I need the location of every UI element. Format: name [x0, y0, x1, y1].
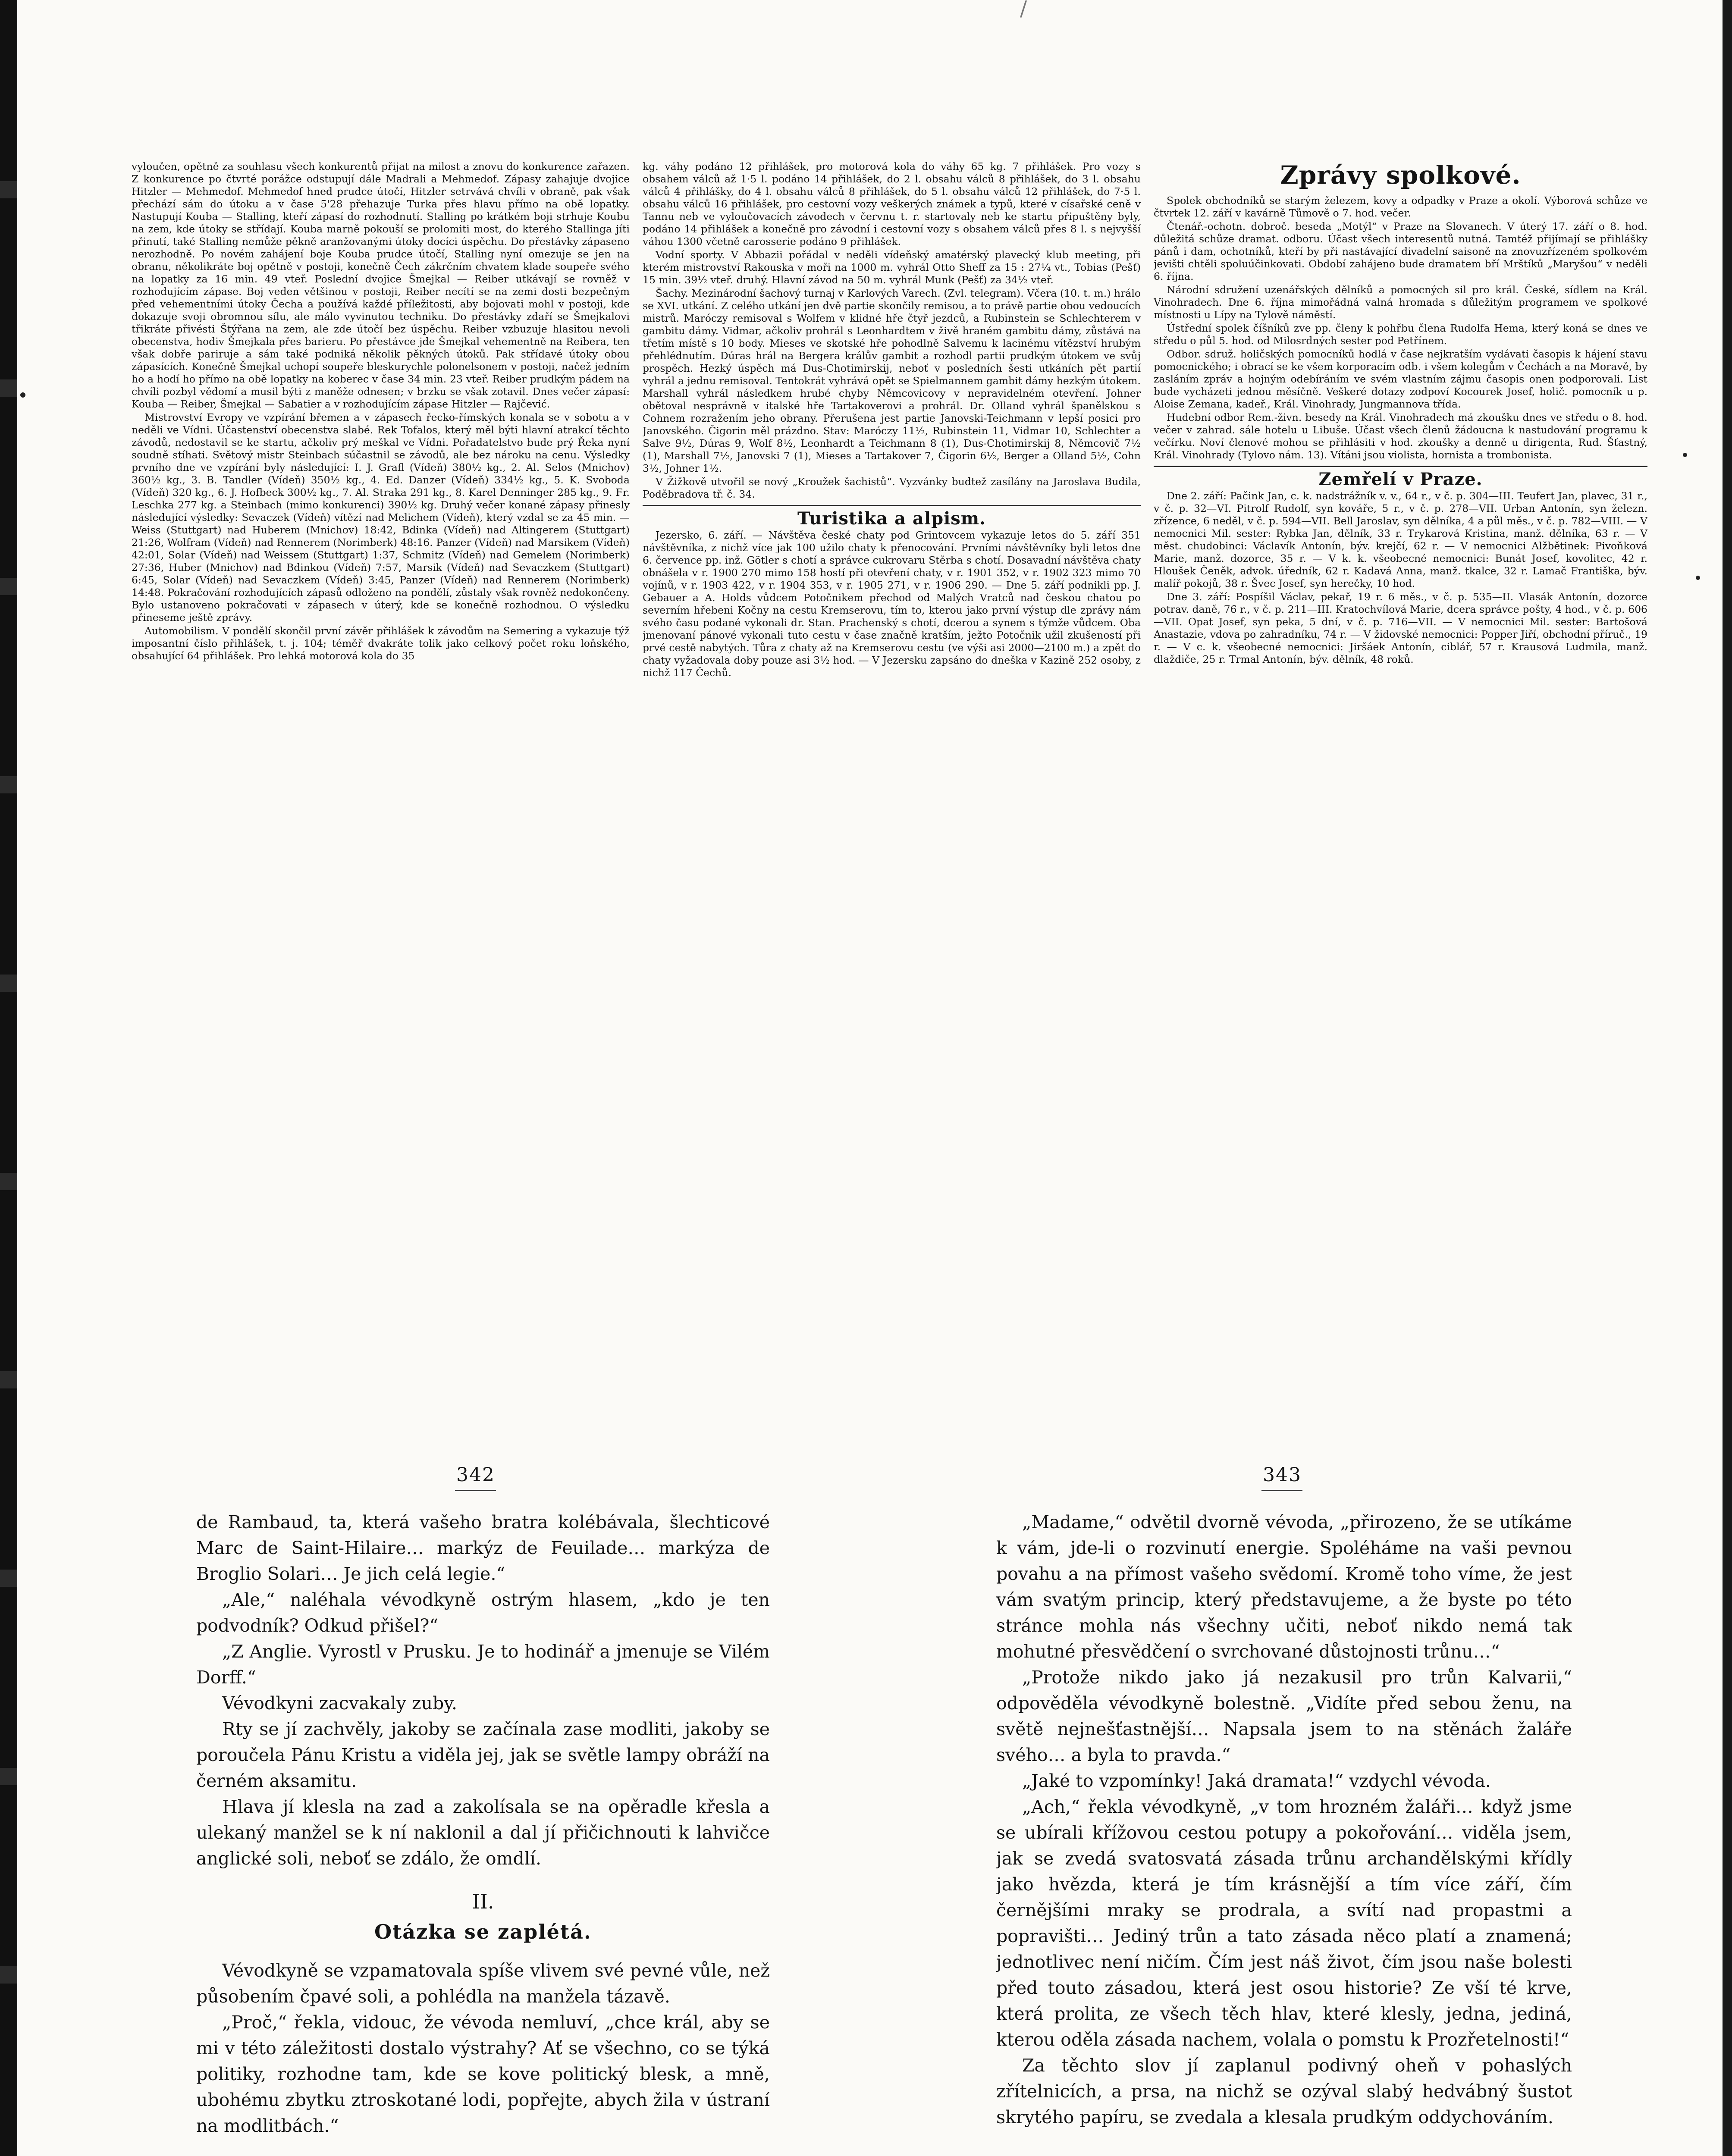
novel-paragraph: „Proč,“ řekla, vidouc, že vévoda nemluví, „chce král, aby se mi v této záležitosti dostalo výstrahy? Ať se všechno, co se týká politiky, rozhodne tam, kde se kove politický blesk, a mně, ubohému zbytku ztroskotané lodi, popřejte, abych žila v ústraní na modlitbách.“ — [196, 2012, 770, 2136]
novel-paragraph: „Z Anglie. Vyrostl v Prusku. Je to hodinář a jmenuje se Vilém Dorff.“ — [196, 1641, 770, 1688]
scan-border-left — [0, 0, 17, 2156]
page-number-underline — [1261, 1490, 1302, 1491]
news-paragraph: Automobilism. V pondělí skončil první závěr přihlášek k závodům na Semering a vykazuje týž imposantní číslo přihlášek, t. j. 104; téměř dvakráte tolik jako celkový počet roku loňského, obsahující 64 přihlášek. Pro lehká motorová kola do 35 — [132, 625, 630, 662]
scan-border-right — [1723, 0, 1732, 2156]
news-paragraph: Dne 3. září: Pospíšil Václav, pekař, 19 r. 6 měs., v č. p. 535—II. Vlasák Antonín, dozorce potrav. daně, 76 r., v č. p. 211—III. Kratochvílová Marie, dcera správce pošty, 4 hod., v č. p. 606—VII. Opat Josef, syn peka, 5 dní, v č. p. 716—VII. — V nemocnici Mil. sester: Bartošová Anastazie, vdova po zahradníku, 74 r. — V židovské nemocnici: Popper Jiří, obchodní příruč., 19 r. — V c. k. všeobecné nemocnici: Jiršáek Antonín, ciblář, 57 r. Krausová Ludmila, manž. dlaždiče, 25 r. Trmal Antonín, býv. dělník, 48 roků. — [1154, 591, 1647, 665]
news-paragraph: kg. váhy podáno 12 přihlášek, pro motorová kola do váhy 65 kg. 7 přihlášek. Pro vozy s obsahem válců až 1·5 l. podáno 14 přihlášek, do 2 l. obsahu válců 8 přihlášek, do 3 l. obsahu válců 4 přihlášky, do 4 l. obsahu válců 8 přihlášek, do 5 l. obsahu válců 12 přihlášek, do 7·5 l. obsahu válců 16 přihlášek, pro cestovní vozy veškerých známek a typů, které v císařské ceně v Tannu neb ve vyloučovacích závodech v červnu t. r. startovaly neb ke startu připuštěny byly, podáno 14 přihlášek a konečně pro závodní i cestovní vozy s obsahem válců přes 8 l. s nejvyšší váhou 1300 včetně carosserie podáno 9 přihlášek. — [643, 160, 1141, 248]
news-paragraph: Národní sdružení uzenářských dělníků a pomocných sil pro král. České, sídlem na Král. Vinohradech. Dne 6. října mimořádná valná hromada s důležitým programem ve spolkové místnosti u Lípy na Tylově náměstí. — [1154, 284, 1647, 321]
novel-paragraph: Rty se jí zachvěly, jakoby se začínala zase modliti, jakoby se poroučela Pánu Kristu a viděla jej, jak se světle lampy obráží na černém aksamitu. — [196, 1719, 770, 1791]
news-paragraph: Ústřední spolek číšníků zve pp. členy k pohřbu člena Rudolfa Hema, který koná se dnes ve středu o půl 5. hod. od Milosrdných sester pod Petřínem. — [1154, 322, 1647, 347]
novel-paragraph: „Ach,“ řekla vévodkyně, „v tom hrozném žaláři… když jsme se ubírali křížovou cestou potupy a pokořování… viděla jsem, jak se zvedá svatosvatá zásada trůnu archandělskými křídly jako hvězda, která je tím krásnější a tím více září, čím černějšími mraky se prodrala, a svítí nad propastmi a popravišti… Jediný trůn a tato zásada něco platí a znamená; jednotlivec není ničím. Čím jest náš život, čím jsou naše bolesti před touto zásadou, která jest osou historie? Ze vší té krve, která prolita, ze všech těch hlav, které klesly, jedna, jediná, kterou oděla zásada nachem, volala o pomstu k Prozřetelnosti!“ — [996, 1796, 1572, 2050]
novel-column-right — [996, 1509, 1572, 2156]
novel-paragraph: „Protože nikdo jako já nezakusil pro trůn Kalvarii,“ odpověděla vévodkyně bolestně. „Vidíte před sebou ženu, na světě nejnešťastnější… Napsala jsem to na stěnách žaláře svého… a byla to pravda.“ — [996, 1667, 1572, 1765]
page-number-right: 343 — [1263, 1464, 1302, 1486]
news-column-3 — [1154, 160, 1647, 1180]
novel-paragraph: Za těchto slov jí zaplanul podivný oheň v pohaslých zřítelnicích, a prsa, na nichž se ozýval slabý hedvábný šustot skrytého papíru, se zvedala a klesala prudkým oddychováním. — [996, 2055, 1572, 2128]
novel-paragraph: „Ale,“ naléhala vévodkyně ostrým hlasem, „kdo je ten podvodník? Odkud přišel?“ — [196, 1589, 770, 1636]
news-paragraph: Vodní sporty. V Abbazii pořádal v neděli vídeňský amatérský plavecký klub meeting, při kterém mistrovství Rakouska v moři na 1000 m. vyhrál Otto Sheff za 15 : 27⅟₄ vt., Tobias (Pešť) 15 min. 39⅟₂ vteř. druhý. Hlavní závod na 50 m. vyhrál Munk (Pešť) za 34⅟₂ vteř. — [643, 249, 1141, 286]
news-paragraph: Jezersko, 6. září. — Návštěva české chaty pod Grintovcem vykazuje letos do 5. září 351 návštěvníka, z nichž více jak 100 užilo chaty k přenocování. Prvními návštěvníky byli letos dne 6. července pp. inž. Götler s chotí a správce cukrovaru Stěrba s chotí. Dosavadní návštěva chaty obnášela v r. 1900 270 mimo 158 hostí při otevření chaty, v r. 1901 352, v r. 1902 323 mimo 70 vojínů, v r. 1903 422, v r. 1904 353, v r. 1905 271, v r. 1906 290. — Dne 5. září podnikli pp. J. Gebauer a A. Holds vůdcem Potočnikem přechod od Malých Vratců nad českou chatou po severním hřebeni Kočny na cestu Kremserovu, tím to, kterou jako první výstup dle zprávy nám svého času podané vykonali dr. Stan. Prachenský s chotí, dcerou a synem s týmže vůdcem. Oba jmenovaní pánové vykonali tuto cestu v čase značně kratším, ježto Potočnik užil zkušeností při prvé cestě nabytých. Tůra z chaty až na Kremserovu cestu (ve výši asi 2000—2100 m.) a zpět do chaty vyžadovala doby pouze asi 3⅟₂ hod. — V Jezersku zapsáno do dneška v Kazině 252 osoby, z nichž 117 Čechů. — [643, 529, 1141, 679]
chapter-title: Otázka se zaplétá. — [374, 1920, 592, 1943]
section-rule — [643, 505, 1141, 506]
news-paragraph: vyloučen, opětně za souhlasu všech konkurentů přijat na milost a znovu do konkurence zařazen. Z konkurence po čtvrté porážce odstupují dále Madrali a Mehmedof. Zápasy zahajuje dvojice Hitzler — Mehmedof. Mehmedof hned prudce útočí, Hitzler setrvává chvíli v obraně, pak však přechází sám do útoku a v čase 5'28 přehazuje Turka přes hlavu přímo na obě lopatky. Nastupují Kouba — Stalling, kteří zápasí do rozhodnutí. Stalling po krátkém boji strhuje Koubu na zem, kde útoky se střídají. Kouba marně pokouší se prolomiti most, do kterého Stallinga jíti přinutí, také Stalling nemůže pěkně aranžovanými útoky docíci úspěchu. Do přestávky zápaseno nerozhodně. Po novém zahájení boje Kouba prudce útočí, Stalling nyní omezuje se jen na obranu, několikráte boj opětně v postoji, konečně Čech zákrčním chvatem klade soupeře svého na lopatky za 16 min. 49 vteř. Poslední dvojice Šmejkal — Reiber utkávají se rovněž v rozhodujícím zápase. Boj veden většinou v postoji, Reiber necítí se na zemi dosti bezpečným před vehementními útoky Čecha a používá každé příležitosti, aby bojovati mohl v postoji, kde dokazuje svoji obromnou sílu, ale málo vyvinutou techniku. Do přestávky zdaří se Šmejkalovi třikráte přivésti Štýřana na zem, ale zde útočí bez úspěchu. Reiber vzbuzuje hlasitou nevoli obecenstva, hodiv Šmejkala přes barieru. Po přestávce jde Šmejkal vehementně na Reibera, ten však dobře pariruje a sám také podniká několik pěkných útoků. Pak střídavé útoky obou zápasících. Konečně Šmejkal uchopí soupeře bleskurychle polonelsonem v postoji, načež jedním ho a hodí ho přímo na obě lopatky na koberec v čase 34 min. 23 vteř. Reiber prudkým pádem na chvíli pozbyl vědomí a musil býti z maněže odnesen; v brzku se však zotavil. Dnes večer zápasí: Kouba — Reiber, Šmejkal — Sabatier a v rozhodujícím zápase Hitzler — Rajčević. — [132, 160, 630, 410]
scan-dot — [1696, 576, 1700, 580]
news-paragraph: Mistrovství Evropy ve vzpírání břemen a v zápasech řecko-římských konala se v sobotu a v neděli ve Vídni. Účastenství obecenstva slabé. Rek Tofalos, který měl býti hlavní atrakcí těchto závodů, nedostavil se ke startu, ačkoliv prý meškal ve Vídni. Pořadatelstvo bude prý Řeka nyní soudně stíhati. Světový mistr Steinbach súčastnil se závodů, ale bez nároku na cenu. Výsledky prvního dne ve vzpírání byly následující: I. J. Grafl (Vídeň) 380⅟₂ kg., 2. Al. Selos (Mnichov) 360⅟₂ kg., 3. B. Tandler (Vídeň) 350⅟₂ kg., 4. Ed. Danzer (Vídeň) 334⅟₂ kg., 5. K. Svoboda (Vídeň) 320 kg., 6. J. Hofbeck 300⅟₂ kg., 7. Al. Straka 291 kg., 8. Karel Denninger 285 kg., 9. Fr. Leschka 277 kg. a Steinbach (mimo konkurenci) 390⅟₂ kg. Druhý večer konané zápasy přinesly následující výsledky: Sevaczek (Vídeň) vítězí nad Melichem (Vídeň), který vzdal se za 45 min. — Weiss (Stuttgart) nad Huberem (Mnichov) 18:42, Bdinka (Vídeň) nad Altingerem (Stuttgart) 21:26, Wolfram (Vídeň) nad Rennerem (Norimberk) 48:16. Panzer (Vídeň) nad Marsikem (Vídeň) 42:01, Solar (Vídeň) nad Weissem (Stuttgart) 1:37, Schmitz (Vídeň) nad Gemelem (Norimberk) 27:36, Huber (Mnichov) nad Bdinkou (Vídeň) 7:57, Marsik (Vídeň) nad Sevaczkem (Stuttgart) 6:45, Solar (Vídeň) nad Sevaczkem (Vídeň) 3:45, Panzer (Vídeň) nad Rennerem (Norimberk) 14:48. Pokračování rozhodujících zápasů odloženo na pondělí, zůstaly však rovněž nedokončeny. Bylo ustanoveno pokračovati v zápasech v úterý, kde se konečně rozhodnou. O výsledku přineseme ještě zprávy. — [132, 411, 630, 624]
novel-paragraph: Hlava jí klesla na zad a zakolísala se na opěradle křesla a ulekaný manžel se k ní naklonil a dal jí přičichnouti k lahvičce anglické soli, neboť se zdálo, že omdlí. — [196, 1796, 770, 1869]
section-rule — [1154, 466, 1647, 467]
section-title-zpravy-spolkove: Zprávy spolkové. — [1280, 160, 1521, 190]
chapter-number: II. — [472, 1890, 494, 1913]
scan-dot — [20, 392, 25, 398]
news-paragraph: Čtenář.-ochotn. dobroč. beseda „Motýl“ v Praze na Slovanech. V úterý 17. září o 8. hod. důležitá schůze dramat. odboru. Účast všech interesentů nutná. Tamtéž přijímají se přihlášky pánů i dam, ochotníků, kteří by při nastávající divadelní saisoně na znovuzřízeném spolkovém jevišti chtěli spoluúčinkovati. Období zahájeno bude dramatem bří Mrštíků „Maryšou“ v neděli 6. října. — [1154, 220, 1647, 282]
section-title-zemreli: Zemřelí v Praze. — [1318, 469, 1483, 489]
scan-mark-top: / — [1020, 0, 1027, 21]
novel-column-left — [196, 1509, 770, 2156]
novel-paragraph: „Jaké to vzpomínky! Jaká dramata!“ vzdychl vévoda. — [1022, 1771, 1491, 1791]
novel-paragraph: „Madame,“ odvětil dvorně vévoda, „přirozeno, že se utíkáme k vám, jde-li o rozvinutí energie. Spoléháme na vaši pevnou povahu a na přímost vašeho svědomí. Kromě toho víme, že jest vám svatým princip, který představujeme, a že byste po této stránce mohla nás všechny učiti, neboť nikdo nemá tak mohutné přesvědčení o svrchované důstojnosti trůnu…“ — [996, 1512, 1572, 1662]
page-number-left: 342 — [456, 1464, 495, 1486]
news-paragraph: Odbor. sdruž. holičských pomocníků hodlá v čase nejkratším vydávati časopis k hájení stavu pomocnického; i obrací se ke všem korporacím odb. i všem kolegům v Čechách a na Moravě, by zasláním zpráv a hojným odebíráním ve svém vlastním zájmu časopis onen podporovali. List bude vycházeti jednou měsíčně. Veškeré dotazy zodpoví Kocourek Josef, holič. pomocník u p. Aloise Zemana, kadeř., Král. Vinohrady, Jungmannova třída. — [1154, 348, 1647, 410]
news-column-1 — [132, 160, 630, 1180]
section-title-turistika: Turistika a alpism. — [797, 508, 986, 529]
news-paragraph: Dne 2. září: Pačink Jan, c. k. nadstrážník v. v., 64 r., v č. p. 304—III. Teufert Jan, plavec, 31 r., v č. p. 32—VI. Pitrolf Rudolf, syn kováře, 5 r., v č. p. 278—VII. Urban Antonín, syn železn. zřízence, 6 neděl, v č. p. 594—VII. Bell Jaroslav, syn dělníka, 4 a půl měs., v č. p. 782—VIII. — V nemocnici Mil. sester: Rybka Jan, dělník, 33 r. Trykarová Kristina, manž. dělníka, 63 r. — V měst. chudobinci: Václavík Antonín, býv. krejčí, 62 r. — V nemocnici Alžbětinek: Pivoňková Marie, manž. dozorce, 35 r. — V k. k. všeobecné nemocnici: Bunát Josef, kovolitec, 42 r. Hloušek Čeněk, advok. úředník, 62 r. Kadavá Anna, manž. tkalce, 32 r. Lamač Františka, býv. malíř pokojů, 38 r. Švec Josef, syn herečky, 10 hod. — [1154, 490, 1647, 589]
news-paragraph: Hudební odbor Rem.-živn. besedy na Král. Vinohradech má zkoušku dnes ve středu o 8. hod. večer v zahrad. sále hotelu u Libuše. Účast všech členů žádoucna k nastudování programu k večírku. Noví členové mohou se přihlásiti v hod. zkoušky a denně u dirigenta, Rud. Šťastný, Král. Vinohrady (Tylovo nám. 13). Vítáni jsou violista, hornista a trombonista. — [1154, 411, 1647, 461]
page-number-underline — [455, 1490, 496, 1491]
news-paragraph: Spolek obchodníků se starým železem, kovy a odpadky v Praze a okolí. Výborová schůze ve čtvrtek 12. září v kavárně Tůmově o 7. hod. večer. — [1154, 194, 1647, 219]
novel-paragraph: de Rambaud, ta, která vašeho bratra kolébávala, šlechticové Marc de Saint-Hilaire… markýz de Feuilade… markýza de Broglio Solari… Je jich celá legie.“ — [196, 1512, 770, 1584]
scan-dot — [1683, 453, 1687, 457]
news-paragraph: Šachy. Mezinárodní šachový turnaj v Karlových Varech. (Zvl. telegram). Včera (10. t. m.) hrálo se XVI. utkání. Z celého utkání jen dvě partie skončily remisou, a to právě partie obou vedoucích mistrů. Maróczy remisoval s Wolfem v klidné hře čtyř jezdců, a Rubinstein se Schlechterem v gambitu dámy. Vidmar, ačkoliv prohrál s Leonhardtem v živě hraném gambitu dámy, zůstává na třetím místě s 10 body. Mieses ve skotské hře pohodlně Salvemu k lacinému vítězství hrubým přehlédnutím. Dúras hrál na Bergera králův gambit a rozhodl partii prudkým útokem ve svůj prospěch. Hezký úspěch má Dus-Chotimirskij, neboť v posledních šesti utkáních pět partií vyhrál a jednu remisoval. Tentokrát vyhrává opět se Spielmannem gambit dámy hezkým útokem. Marshall vyhrál následkem hrubé chyby Němcovicovy v nepravidelném otevření. Johner obětoval nesprávně v italské hře Tartakoverovi a prohrál. Dr. Olland vyhrál španělskou s Cohnem rozražením jeho obrany. Přerušena jest partie Janovski-Teichmann v lepší posici pro Janovského. Čigorin měl prázdno. Stav: Maróczy 11⅟₂, Rubinstein 11, Vidmar 10, Schlechter a Salve 9⅟₂, Dúras 9, Wolf 8⅟₂, Leonhardt a Teichmann 8 (1), Dus-Chotimirskij 8, Němcovič 7⅟₂ (1), Marshall 7⅟₂, Janovski 7 (1), Mieses a Tartakover 7, Čigorin 6⅟₂, Berger a Olland 5⅟₂, Cohn 3⅟₂, Johner 1⅟₂. — [643, 287, 1141, 474]
news-column-2 — [643, 160, 1141, 1180]
novel-paragraph: Vévodkyně se vzpamatovala spíše vlivem své pevné vůle, než působením čpavé soli, a pohlédla na manžela tázavě. — [196, 1960, 770, 2007]
novel-paragraph: Vévodkyni zacvakaly zuby. — [222, 1693, 457, 1714]
news-paragraph: V Žižkově utvořil se nový „Kroužek šachistů“. Vyzvánky budtež zasílány na Jaroslava Budila, Poděbradova tř. č. 34. — [643, 476, 1141, 500]
